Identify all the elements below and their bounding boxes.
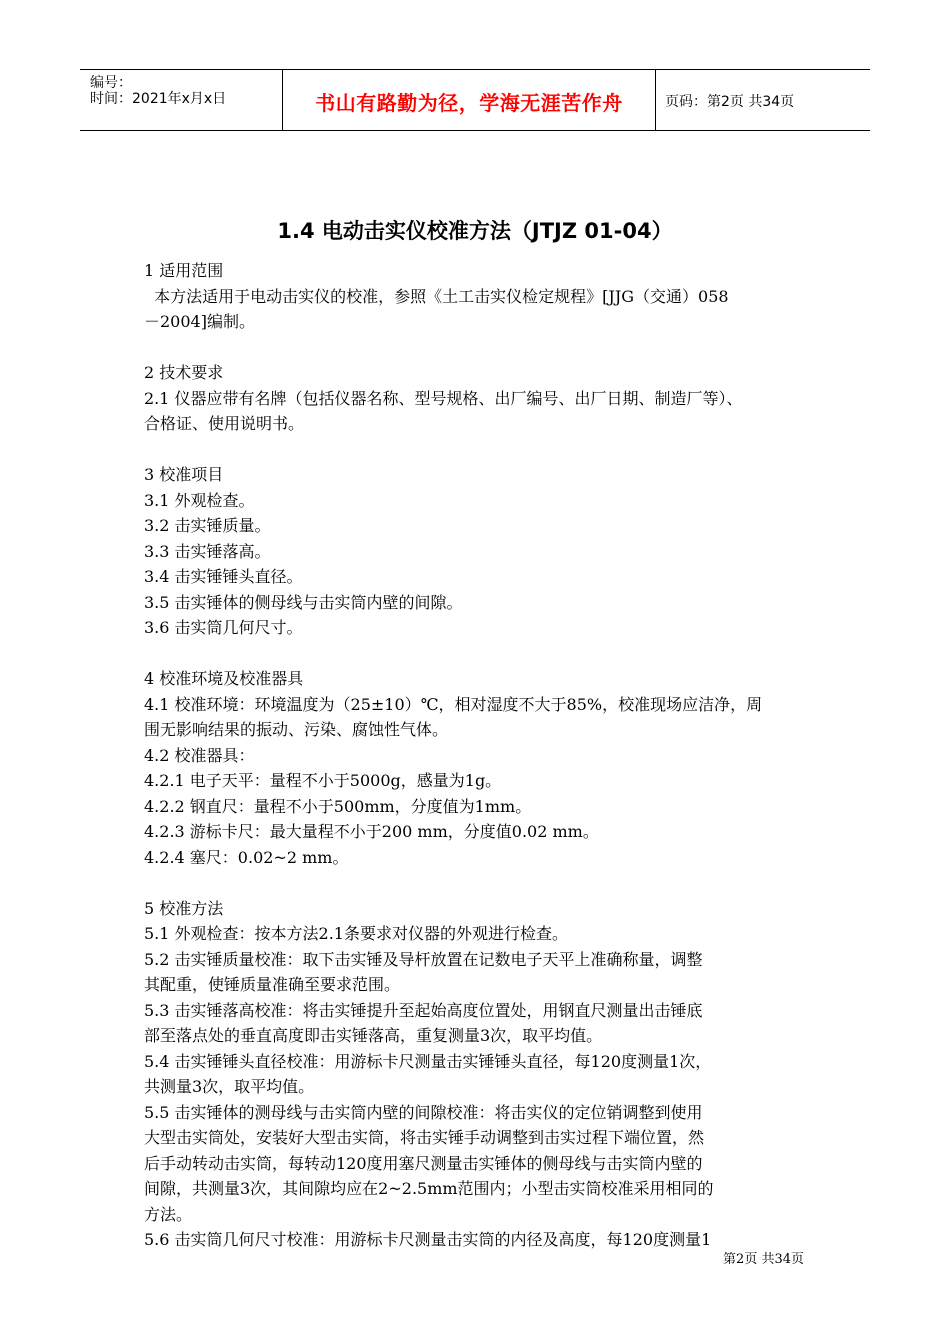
body-line: 4.1 校准环境：环境温度为（25±10）℃，相对湿度不大于85%，校准现场应洁净，周 (144, 694, 763, 714)
body-line: 合格证、使用说明书。 (144, 414, 305, 433)
body-line: 5.5 击实锤体的测母线与击实筒内壁的间隙校准：将击实仪的定位销调整到使用 (144, 1102, 703, 1122)
body-line: 3.6 击实筒几何尺寸。 (144, 618, 303, 637)
body-line: 大型击实筒处，安装好大型击实筒，将击实锤手动调整到击实过程下端位置，然 (144, 1128, 705, 1147)
body-line: 5.2 击实锤质量校准：取下击实锤及导杆放置在记数电子天平上准确称量，调整 (144, 949, 703, 969)
body-line: 围无影响结果的振动、污染、腐蚀性气体。 (144, 720, 449, 739)
header-left-cell (80, 70, 282, 130)
blank-line (144, 335, 812, 361)
body-line: 3.4 击实锤锤头直径。 (144, 567, 303, 586)
body-line: 5.3 击实锤落高校准：将击实锤提升至起始高度位置处，用钢直尺测量出击锤底 (144, 1000, 703, 1020)
body-line: 后手动转动击实筒，每转动120度用塞尺测量击实锤体的侧母线与击实筒内壁的 (144, 1153, 703, 1173)
blank-line (144, 870, 812, 896)
blank-line (144, 641, 812, 667)
body-line: 2.1 仪器应带有名牌（包括仪器名称、型号规格、出厂编号、出厂日期、制造厂等）、 (144, 388, 743, 408)
body-line: 4.2.3 游标卡尺：最大量程不小于200 mm，分度值0.02 mm。 (144, 822, 599, 841)
body-line: 3.1 外观检查。 (144, 490, 255, 510)
body-line: 4 校准环境及校准器具 (144, 669, 304, 688)
body-line: 3.2 击实锤质量。 (144, 516, 271, 535)
body-line: 5.1 外观检查：按本方法2.1条要求对仪器的外观进行检查。 (144, 924, 568, 943)
body-line: 4.2.1 电子天平：量程不小于5000g，感量为1g。 (144, 771, 502, 790)
body-line: 间隙，共测量3次，其间隙均应在2~2.5mm范围内；小型击实筒校准采用相同的 (144, 1179, 714, 1198)
header-middle-cell (282, 70, 656, 130)
body-line: －2004]编制。 (144, 312, 255, 331)
body-line: 4.2.4 塞尺：0.02~2 mm。 (144, 847, 349, 867)
document-title: 1.4 电动击实仪校准方法（JTJZ 01-04） (277, 219, 673, 243)
header-page-info: 页码：第2页 共34页 (665, 94, 795, 110)
body-line: 方法。 (144, 1204, 193, 1224)
body-line: 4.2 校准器具： (144, 745, 255, 765)
document-number-label: 编号： (90, 75, 132, 91)
body-line: 本方法适用于电动击实仪的校准，参照《土工击实仪检定规程》[JJG（交通）058 (144, 286, 729, 306)
document-date: 时间：2021年x月x日 (90, 91, 227, 107)
page-footer: 第2页 共34页 (723, 1252, 804, 1267)
body-line: 3 校准项目 (144, 465, 224, 484)
body-line: 5.4 击实锤锤头直径校准：用游标卡尺测量击实锤锤头直径，每120度测量1次， (144, 1051, 712, 1071)
body-line: 4.2.2 钢直尺：量程不小于500mm，分度值为1mm。 (144, 796, 532, 816)
body-line: 5.6 击实筒几何尺寸校准：用游标卡尺测量击实筒的内径及高度，每120度测量1 (144, 1230, 712, 1249)
body-line: 共测量3次，取平均值。 (144, 1077, 315, 1096)
body-line: 5 校准方法 (144, 898, 224, 918)
header-motto: 书山有路勤为径，学海无涯苦作舟 (315, 91, 623, 115)
body-line: 2 技术要求 (144, 363, 224, 382)
page-header (80, 69, 870, 131)
body-line: 部至落点处的垂直高度即击实锤落高，重复测量3次，取平均值。 (144, 1026, 603, 1045)
header-right-cell (655, 70, 870, 130)
body-line: 3.5 击实锤体的侧母线与击实筒内壁的间隙。 (144, 592, 463, 612)
document-body (144, 258, 812, 1253)
body-line: 1 适用范围 (144, 261, 224, 280)
body-line: 3.3 击实锤落高。 (144, 541, 271, 561)
body-line: 其配重，使锤质量准确至要求范围。 (144, 975, 401, 994)
blank-line (144, 437, 812, 463)
